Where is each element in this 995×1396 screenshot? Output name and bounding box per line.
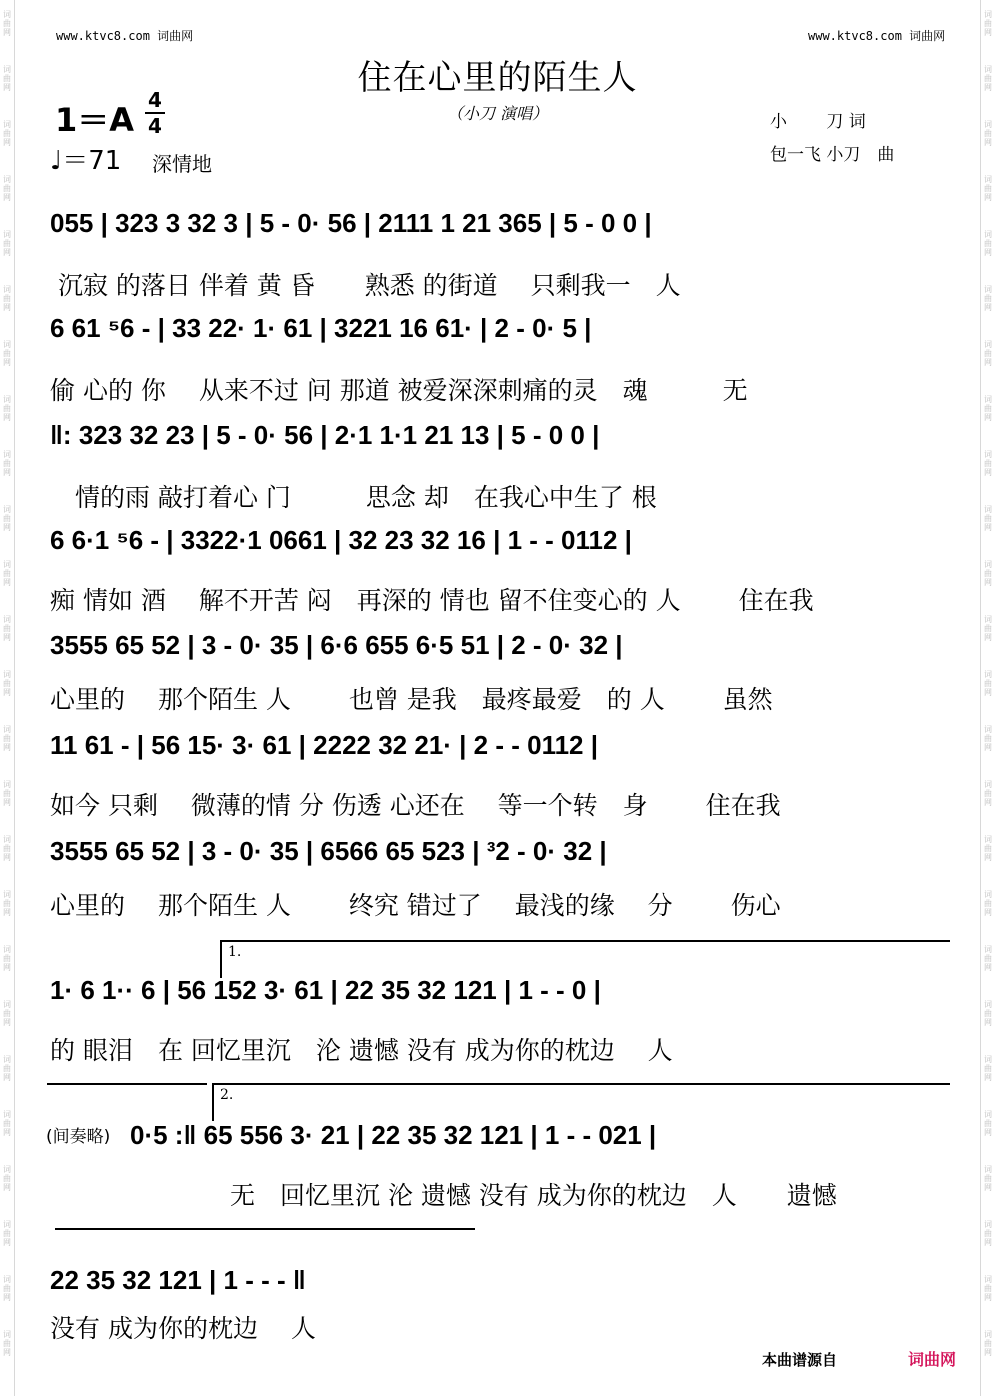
lyrics-line-7: 心里的 那个陌生 人 终究 错过了 最浅的缘 分 伤心 — [50, 891, 781, 920]
side-watermark-text: 词 曲 网 — [984, 1330, 992, 1357]
watermark-right: www.ktvc8.com 词曲网 — [808, 29, 946, 43]
side-watermark-text: 词 曲 网 — [984, 285, 992, 312]
final-line-rule — [55, 1228, 475, 1230]
notes-line-5: 3555 65 52 | 3 - 0· 35 | 6·6 655 6·5 51 | 2 - 0· 32 | — [50, 630, 623, 660]
side-watermark-text: 词 曲 网 — [3, 10, 11, 37]
side-watermark-text: 词 曲 网 — [3, 1165, 11, 1192]
brand-link[interactable]: 词曲网 — [908, 1350, 957, 1369]
composer-credit: 包一飞 小刀 曲 — [770, 145, 895, 165]
tempo-mark: ♩＝71 — [50, 146, 122, 176]
side-watermark-text: 词 曲 网 — [984, 890, 992, 917]
side-watermark-text: 词 曲 网 — [984, 780, 992, 807]
side-watermark-text: 词 曲 网 — [984, 1165, 992, 1192]
interlude-note: (间奏略) — [46, 1127, 111, 1147]
lyrics-line-10: 没有 成为你的枕边 人 — [50, 1314, 316, 1343]
side-watermark-text: 词 曲 网 — [3, 725, 11, 752]
side-watermark-text: 词 曲 网 — [984, 1220, 992, 1247]
side-watermark-text: 词 曲 网 — [3, 1055, 11, 1082]
side-watermark-text: 词 曲 网 — [3, 395, 11, 422]
side-watermark-text: 词 曲 网 — [3, 1220, 11, 1247]
notes-line-4: 6 6·1 ⁵6 - | 3322·1 0661 | 32 23 32 16 | 1 - - 0112 | — [50, 525, 632, 555]
lyrics-line-5: 心里的 那个陌生 人 也曾 是我 最疼最爱 的 人 虽然 — [50, 685, 773, 714]
time-top: 4 — [148, 88, 162, 112]
watermark-left: www.ktvc8.com 词曲网 — [56, 29, 194, 43]
side-watermark-text: 词 曲 网 — [3, 780, 11, 807]
side-watermark-text: 词 曲 网 — [984, 670, 992, 697]
lyrics-line-3: 情的雨 敲打着心 门 思念 却 在我心中生了 根 — [50, 483, 657, 512]
side-watermark-text: 词 曲 网 — [984, 450, 992, 477]
side-watermark-text: 词 曲 网 — [3, 560, 11, 587]
side-watermark-text: 词 曲 网 — [3, 1275, 11, 1302]
side-watermark-text: 词 曲 网 — [3, 340, 11, 367]
side-watermark-text: 词 曲 网 — [3, 285, 11, 312]
second-ending-label: 2. — [220, 1087, 234, 1103]
time-signature — [145, 90, 165, 136]
side-watermark-text: 词 曲 网 — [984, 10, 992, 37]
side-watermark-text: 词 曲 网 — [984, 1000, 992, 1027]
notes-line-6: 11 61 - | 56 15· 3· 61 | 2222 32 21· | 2 - - 0112 | — [50, 730, 599, 760]
lyrics-line-6: 如今 只剩 微薄的情 分 伤透 心还在 等一个转 身 住在我 — [50, 791, 781, 820]
side-watermark-text: 词 曲 网 — [984, 615, 992, 642]
side-watermark-text: 词 曲 网 — [984, 835, 992, 862]
side-watermark-text: 词 曲 网 — [984, 725, 992, 752]
side-watermark-text: 词 曲 网 — [984, 230, 992, 257]
side-watermark-text: 词 曲 网 — [984, 1275, 992, 1302]
notes-line-1: 055 | 323 3 32 3 | 5 - 0· 56 | 2111 1 21 365 | 5 - 0 0 | — [50, 208, 652, 238]
side-watermark-text: 词 曲 网 — [3, 65, 11, 92]
left-watermark-strip — [0, 0, 15, 1396]
expression-mark: 深情地 — [152, 152, 212, 176]
first-ending-label: 1. — [228, 944, 242, 960]
song-subtitle: （小刀 演唱） — [446, 104, 549, 123]
side-watermark-text: 词 曲 网 — [984, 505, 992, 532]
lyrics-line-9: 无 回忆里沉 沦 遗憾 没有 成为你的枕边 人 遗憾 — [130, 1181, 837, 1210]
song-title: 住在心里的陌生人 — [357, 58, 638, 98]
lyrics-line-8: 的 眼泪 在 回忆里沉 沦 遗憾 没有 成为你的枕边 人 — [50, 1036, 673, 1065]
notes-line-9: 0·5 :‖ 65 556 3· 21 | 22 35 32 121 | 1 - - 021 | — [130, 1120, 657, 1150]
side-watermark-text: 词 曲 网 — [984, 175, 992, 202]
right-watermark-strip — [980, 0, 995, 1396]
side-watermark-text: 词 曲 网 — [3, 230, 11, 257]
side-watermark-text: 词 曲 网 — [984, 1110, 992, 1137]
notes-line-10: 22 35 32 121 | 1 - - - ‖ — [50, 1265, 306, 1295]
side-watermark-text: 词 曲 网 — [3, 615, 11, 642]
side-watermark-text: 词 曲 网 — [3, 505, 11, 532]
lyricist-credit: 小 刀 词 — [770, 112, 866, 132]
side-watermark-text: 词 曲 网 — [3, 835, 11, 862]
first-ending-bracket — [220, 940, 950, 978]
key-signature: 1＝A — [55, 101, 135, 139]
side-watermark-text: 词 曲 网 — [3, 670, 11, 697]
side-watermark-text: 词 曲 网 — [3, 890, 11, 917]
source-note: 本曲谱源自 — [762, 1351, 838, 1369]
side-watermark-text: 词 曲 网 — [3, 175, 11, 202]
side-watermark-text: 词 曲 网 — [984, 395, 992, 422]
side-watermark-text: 词 曲 网 — [984, 945, 992, 972]
side-watermark-text: 词 曲 网 — [984, 560, 992, 587]
side-watermark-text: 词 曲 网 — [3, 945, 11, 972]
lyrics-line-1: 沉寂 的落日 伴着 黄 昏 熟悉 的街道 只剩我一 人 — [50, 271, 681, 300]
lyrics-line-4: 痴 情如 酒 解不开苦 闷 再深的 情也 留不住变心的 人 住在我 — [50, 586, 814, 615]
side-watermark-text: 词 曲 网 — [3, 1330, 11, 1357]
side-watermark-text: 词 曲 网 — [3, 1110, 11, 1137]
side-watermark-text: 词 曲 网 — [3, 450, 11, 477]
second-ending-left-rule — [47, 1083, 207, 1085]
lyrics-line-2: 偷 心的 你 从来不过 问 那道 被爱深深刺痛的灵 魂 无 — [50, 376, 748, 405]
side-watermark-text: 词 曲 网 — [3, 120, 11, 147]
side-watermark-text: 词 曲 网 — [3, 1000, 11, 1027]
notes-line-8: 1· 6 1·· 6 | 56 152 3· 61 | 22 35 32 121 | 1 - - 0 | — [50, 975, 601, 1005]
notes-line-2: 6 61 ⁵6 - | 33 22· 1· 61 | 3221 16 61· | 2 - 0· 5 | — [50, 313, 592, 343]
side-watermark-text: 词 曲 网 — [984, 1055, 992, 1082]
side-watermark-text: 词 曲 网 — [984, 65, 992, 92]
side-watermark-text: 词 曲 网 — [984, 120, 992, 147]
time-bottom: 4 — [148, 114, 162, 138]
second-ending-bracket — [212, 1083, 950, 1121]
notes-line-3: ‖: 323 32 23 | 5 - 0· 56 | 2·1 1·1 21 13 | 5 - 0 0 | — [50, 420, 600, 450]
side-watermark-text: 词 曲 网 — [984, 340, 992, 367]
notes-line-7: 3555 65 52 | 3 - 0· 35 | 6566 65 523 | ³2 - 0· 32 | — [50, 836, 607, 866]
